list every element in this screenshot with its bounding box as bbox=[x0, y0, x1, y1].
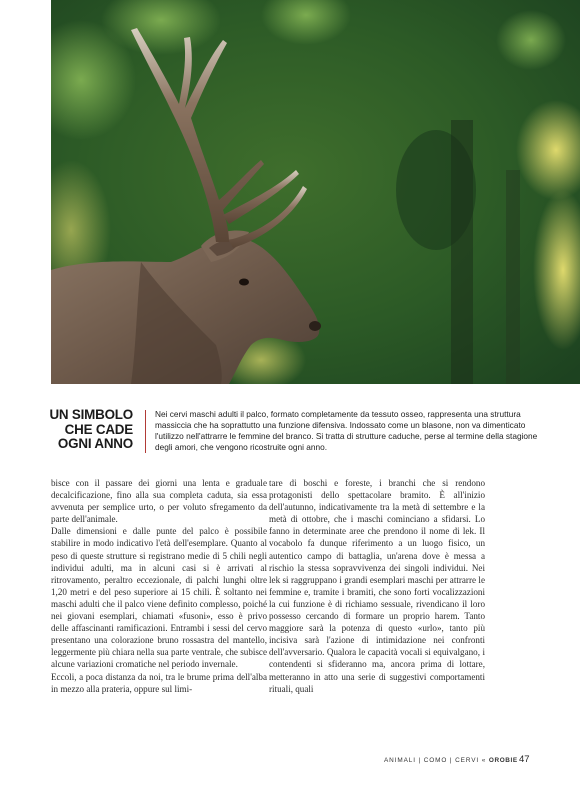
stag-photo bbox=[51, 0, 580, 384]
paragraph: bisce con il passare dei giorni una lenta e graduale decalcificazione, fino alla sua completa caduta, sia essa avvenuta per semplice urto, o per voluto sfregamento da parte dell'animale. bbox=[51, 478, 267, 525]
caption-title bbox=[40, 408, 133, 452]
stag-illustration bbox=[51, 0, 580, 384]
running-footer bbox=[384, 757, 534, 764]
caption-title-line: UN SIMBOLO bbox=[49, 407, 133, 422]
paragraph: tare di boschi e foreste, i branchi che si rendono protagonisti dello spettacolare bramito. È all'inizio dell'autunno, indicativamente tra la metà di settembre e la metà di ottobre, che i maschi cominciano a sfidarsi. Lo fanno in determinate aree che prendono il nome di lek. Il vocabolo fa dunque riferimento a un luogo fisico, un autentico campo di battaglia, un'arena dove è messa a rischio la stessa sopravvivenza dei singoli individui. Nei lek si raggruppano i grandi esemplari maschi per attrarre le femmine e, tramite i bramiti, che sono forti vocalizzazioni la cui funzione è di richiamo sessuale, rivendicano il loro possesso cercando di formare un proprio harem. Tanto maggiore sarà la potenza di questo «urlo», tanto più incisiva sarà l'azione di intimidazione nei confronti dell'avversario. Qualora le capacità vocali si equivalgano, i contendenti si sfideranno ma, ancora prima di lottare, metteranno in atto una serie di suggestivi comportamenti rituali, quali bbox=[269, 478, 485, 694]
caption-title-line: OGNI ANNO bbox=[57, 436, 133, 451]
paragraph: Dalle dimensioni e dalle punte del palco è possibile stabilire in modo indicativo l'età dell'esemplare. Quanto al peso di queste strutture si registrano medie di 5 chili negli individui adulti, ma in alcuni casi si è arrivati al ritrovamento, peraltro eccezionale, di palchi lunghi oltre 1,20 metri e del peso superiore ai 15 chili. È soltanto nei maschi adulti che il palco viene definito complesso, poiché nei giovani esemplari, chiamati «fusoni», esso è privo delle affascinanti ramificazioni. Entrambi i sessi del cervo presentano una colorazione bruno rossastra del mantello, leggermente più chiara nella sua parte ventrale, che subisce alcune variazioni cromatiche nel periodo invernale. bbox=[51, 526, 267, 670]
footer-magazine: OROBIE bbox=[488, 757, 518, 764]
caption-divider bbox=[145, 410, 146, 453]
article-column-left bbox=[51, 477, 267, 695]
caption-text: Nei cervi maschi adulti il palco, formato completamente da tessuto osseo, rappresenta una struttura massiccia che ha soprattutto una funzione difensiva. Indossato come un blasone, non va dimenticato l'utilizzo nell'attrarre le femmine del branco. Si tratta di strutture caduche, perse al termine della stagione degli amori, che vengono ricostruite ogni anno. bbox=[155, 409, 538, 452]
page-number: 47 bbox=[519, 754, 530, 765]
footer-section: ANIMALI | COMO | CERVI « bbox=[384, 757, 487, 764]
paragraph: Eccoli, a poca distanza da noi, tra le brume prima dell'alba in mezzo alla prateria, oppure sul limi- bbox=[51, 671, 267, 694]
article-column-right bbox=[269, 477, 485, 695]
photo-caption bbox=[40, 408, 540, 456]
caption-title-line: CHE CADE bbox=[64, 421, 133, 437]
